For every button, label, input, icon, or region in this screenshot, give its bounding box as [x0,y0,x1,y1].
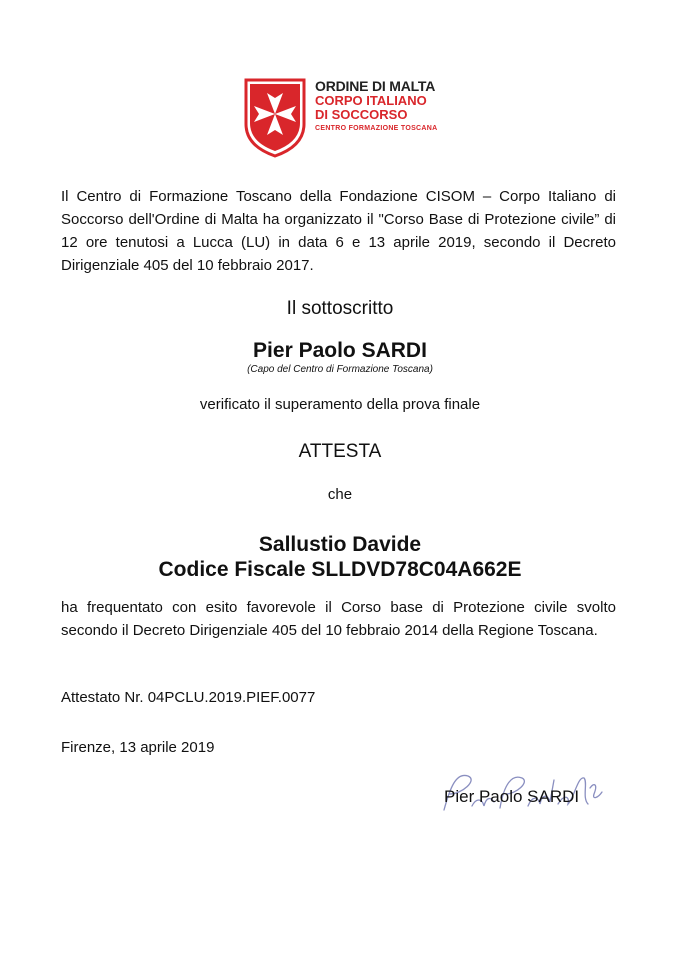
place-date: Firenze, 13 aprile 2019 [61,739,215,756]
verification-text: verificato il superamento della prova finale [199,396,481,413]
body-paragraph: ha frequentato con esito favorevole il Corso base di Protezione civile svolto secondo il Decreto Dirigenziale 405 del 10 febbraio 2014 della Regione Toscana. [61,599,616,639]
signer-name: Pier Paolo SARDI [253,339,427,362]
undersigned-heading: Il sottoscritto [286,298,394,319]
recipient-tax-code: Codice Fiscale SLLDVD78C04A662E [158,558,522,581]
logo-subtitle: CORPO ITALIANO DI SOCCORSO [315,93,427,122]
logo-title: ORDINE DI MALTA [315,78,436,94]
organization-logo [244,78,444,158]
signer-role: (Capo del Centro di Formazione Toscana) [247,364,433,375]
che-text: che [327,486,353,503]
logo-center-name: CENTRO FORMAZIONE TOSCANA [315,125,438,132]
attesta-heading: ATTESTA [298,441,382,462]
intro-paragraph: Il Centro di Formazione Toscano della Fondazione CISOM – Corpo Italiano di Soccorso dell'Ordine di Malta ha organizzato il "Corso Base di Protezione civile” di 12 ore tenutosi a Lucca (LU) in data 6 e 13 aprile 2019, secondo il Decreto Dirigenziale 405 del 10 febbraio 2017. [61,188,616,274]
signature-name: Pier Paolo SARDI [444,787,580,806]
certificate-number: Attestato Nr. 04PCLU.2019.PIEF.0077 [61,689,316,706]
recipient-name: Sallustio Davide [258,533,422,556]
maltese-cross-shield-icon [244,78,306,158]
recipient-block [0,532,680,582]
